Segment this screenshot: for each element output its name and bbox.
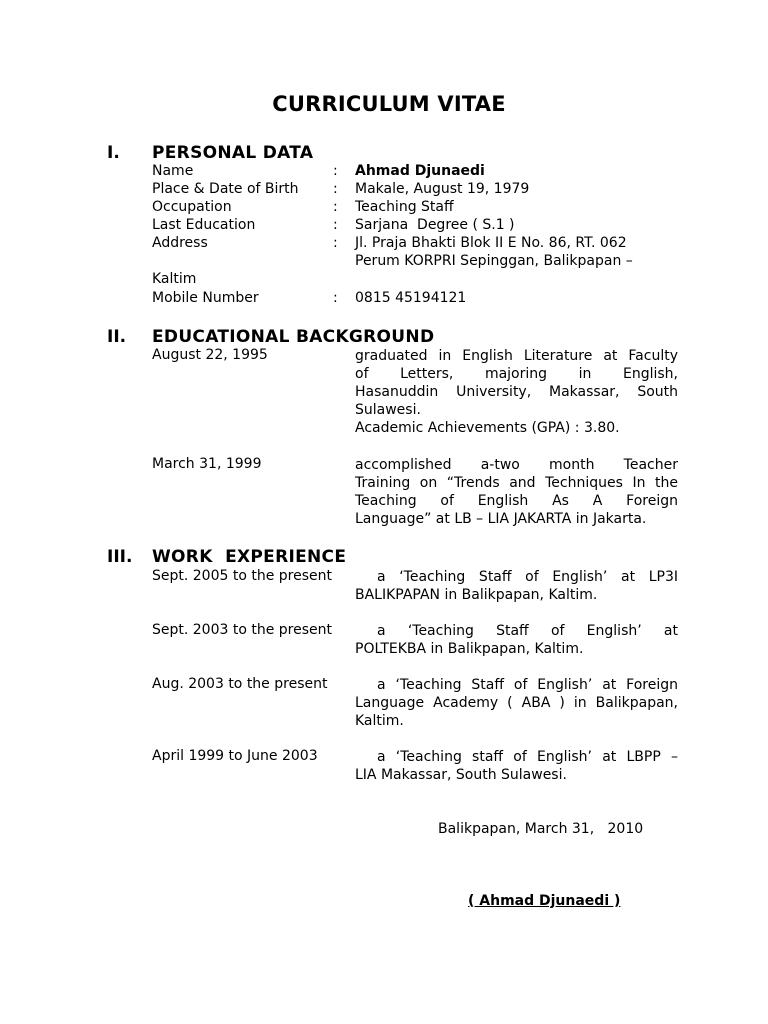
personal-value-address: Jl. Praja Bhakti Blok II E No. 86, RT. 062 xyxy=(355,235,627,251)
work-line: POLTEKBA in Balikpapan, Kaltim. xyxy=(355,641,584,657)
personal-colon: : xyxy=(333,181,338,197)
personal-value-name: Ahmad Djunaedi xyxy=(355,163,485,179)
personal-value-address-line3: Kaltim xyxy=(152,271,197,287)
education-line: Teaching of English As A Foreign xyxy=(355,493,678,509)
personal-label-education: Last Education xyxy=(152,217,256,233)
personal-label-name: Name xyxy=(152,163,194,179)
education-line: Sulawesi. xyxy=(355,402,421,418)
personal-value-mobile: 0815 45194121 xyxy=(355,290,467,306)
work-line: BALIKPAPAN in Balikpapan, Kaltim. xyxy=(355,587,598,603)
signature-name: ( Ahmad Djunaedi ) xyxy=(468,893,621,909)
personal-value-occupation: Teaching Staff xyxy=(355,199,454,215)
section-number-education: II. xyxy=(107,327,127,347)
education-line: of Letters, majoring in English, xyxy=(355,366,678,382)
work-period: Aug. 2003 to the present xyxy=(152,676,328,692)
education-date: March 31, 1999 xyxy=(152,456,262,472)
work-line: LIA Makassar, South Sulawesi. xyxy=(355,767,567,783)
page-title: CURRICULUM VITAE xyxy=(272,92,506,116)
work-description xyxy=(355,622,678,658)
education-description xyxy=(355,347,678,437)
personal-colon: : xyxy=(333,163,338,179)
personal-value-address-line2: Perum KORPRI Sepinggan, Balikpapan – xyxy=(355,253,633,269)
education-line: Language” at LB – LIA JAKARTA in Jakarta. xyxy=(355,511,647,527)
section-number-work: III. xyxy=(107,547,133,567)
section-title-personal: PERSONAL DATA xyxy=(152,143,314,163)
work-description xyxy=(355,676,678,730)
work-period: Sept. 2005 to the present xyxy=(152,568,333,584)
section-number-personal: I. xyxy=(107,143,120,163)
work-line: a ‘Teaching staff of English’ at LBPP – xyxy=(377,749,678,765)
education-line: Hasanuddin University, Makassar, South xyxy=(355,384,678,400)
education-date: August 22, 1995 xyxy=(152,347,268,363)
place-date: Balikpapan, March 31, 2010 xyxy=(438,821,644,837)
personal-colon: : xyxy=(333,217,338,233)
work-line: a ‘Teaching Staff of English’ at Foreign xyxy=(377,677,678,693)
personal-label-occupation: Occupation xyxy=(152,199,232,215)
personal-value-birth: Makale, August 19, 1979 xyxy=(355,181,530,197)
education-line: graduated in English Literature at Faculty xyxy=(355,348,678,364)
personal-label-address: Address xyxy=(152,235,208,251)
work-line: Language Academy ( ABA ) in Balikpapan, xyxy=(355,695,678,711)
personal-label-mobile: Mobile Number xyxy=(152,290,259,306)
work-line: a ‘Teaching Staff of English’ at LP3I xyxy=(377,569,678,585)
education-line: Training on “Trends and Techniques In the xyxy=(355,475,678,491)
section-title-education: EDUCATIONAL BACKGROUND xyxy=(152,327,435,347)
work-description xyxy=(355,568,678,604)
personal-colon: : xyxy=(333,199,338,215)
work-line: Kaltim. xyxy=(355,713,404,729)
work-period: Sept. 2003 to the present xyxy=(152,622,333,638)
work-line: a ‘Teaching Staff of English’ at xyxy=(377,623,678,639)
education-line: Academic Achievements (GPA) : 3.80. xyxy=(355,420,620,436)
personal-value-education: Sarjana Degree ( S.1 ) xyxy=(355,217,515,233)
education-line: accomplished a-two month Teacher xyxy=(355,457,678,473)
work-description xyxy=(355,748,678,784)
work-period: April 1999 to June 2003 xyxy=(152,748,318,764)
personal-label-birth: Place & Date of Birth xyxy=(152,181,299,197)
education-description xyxy=(355,456,678,528)
section-title-work: WORK EXPERIENCE xyxy=(152,547,347,567)
personal-colon: : xyxy=(333,290,338,306)
personal-colon: : xyxy=(333,235,338,251)
